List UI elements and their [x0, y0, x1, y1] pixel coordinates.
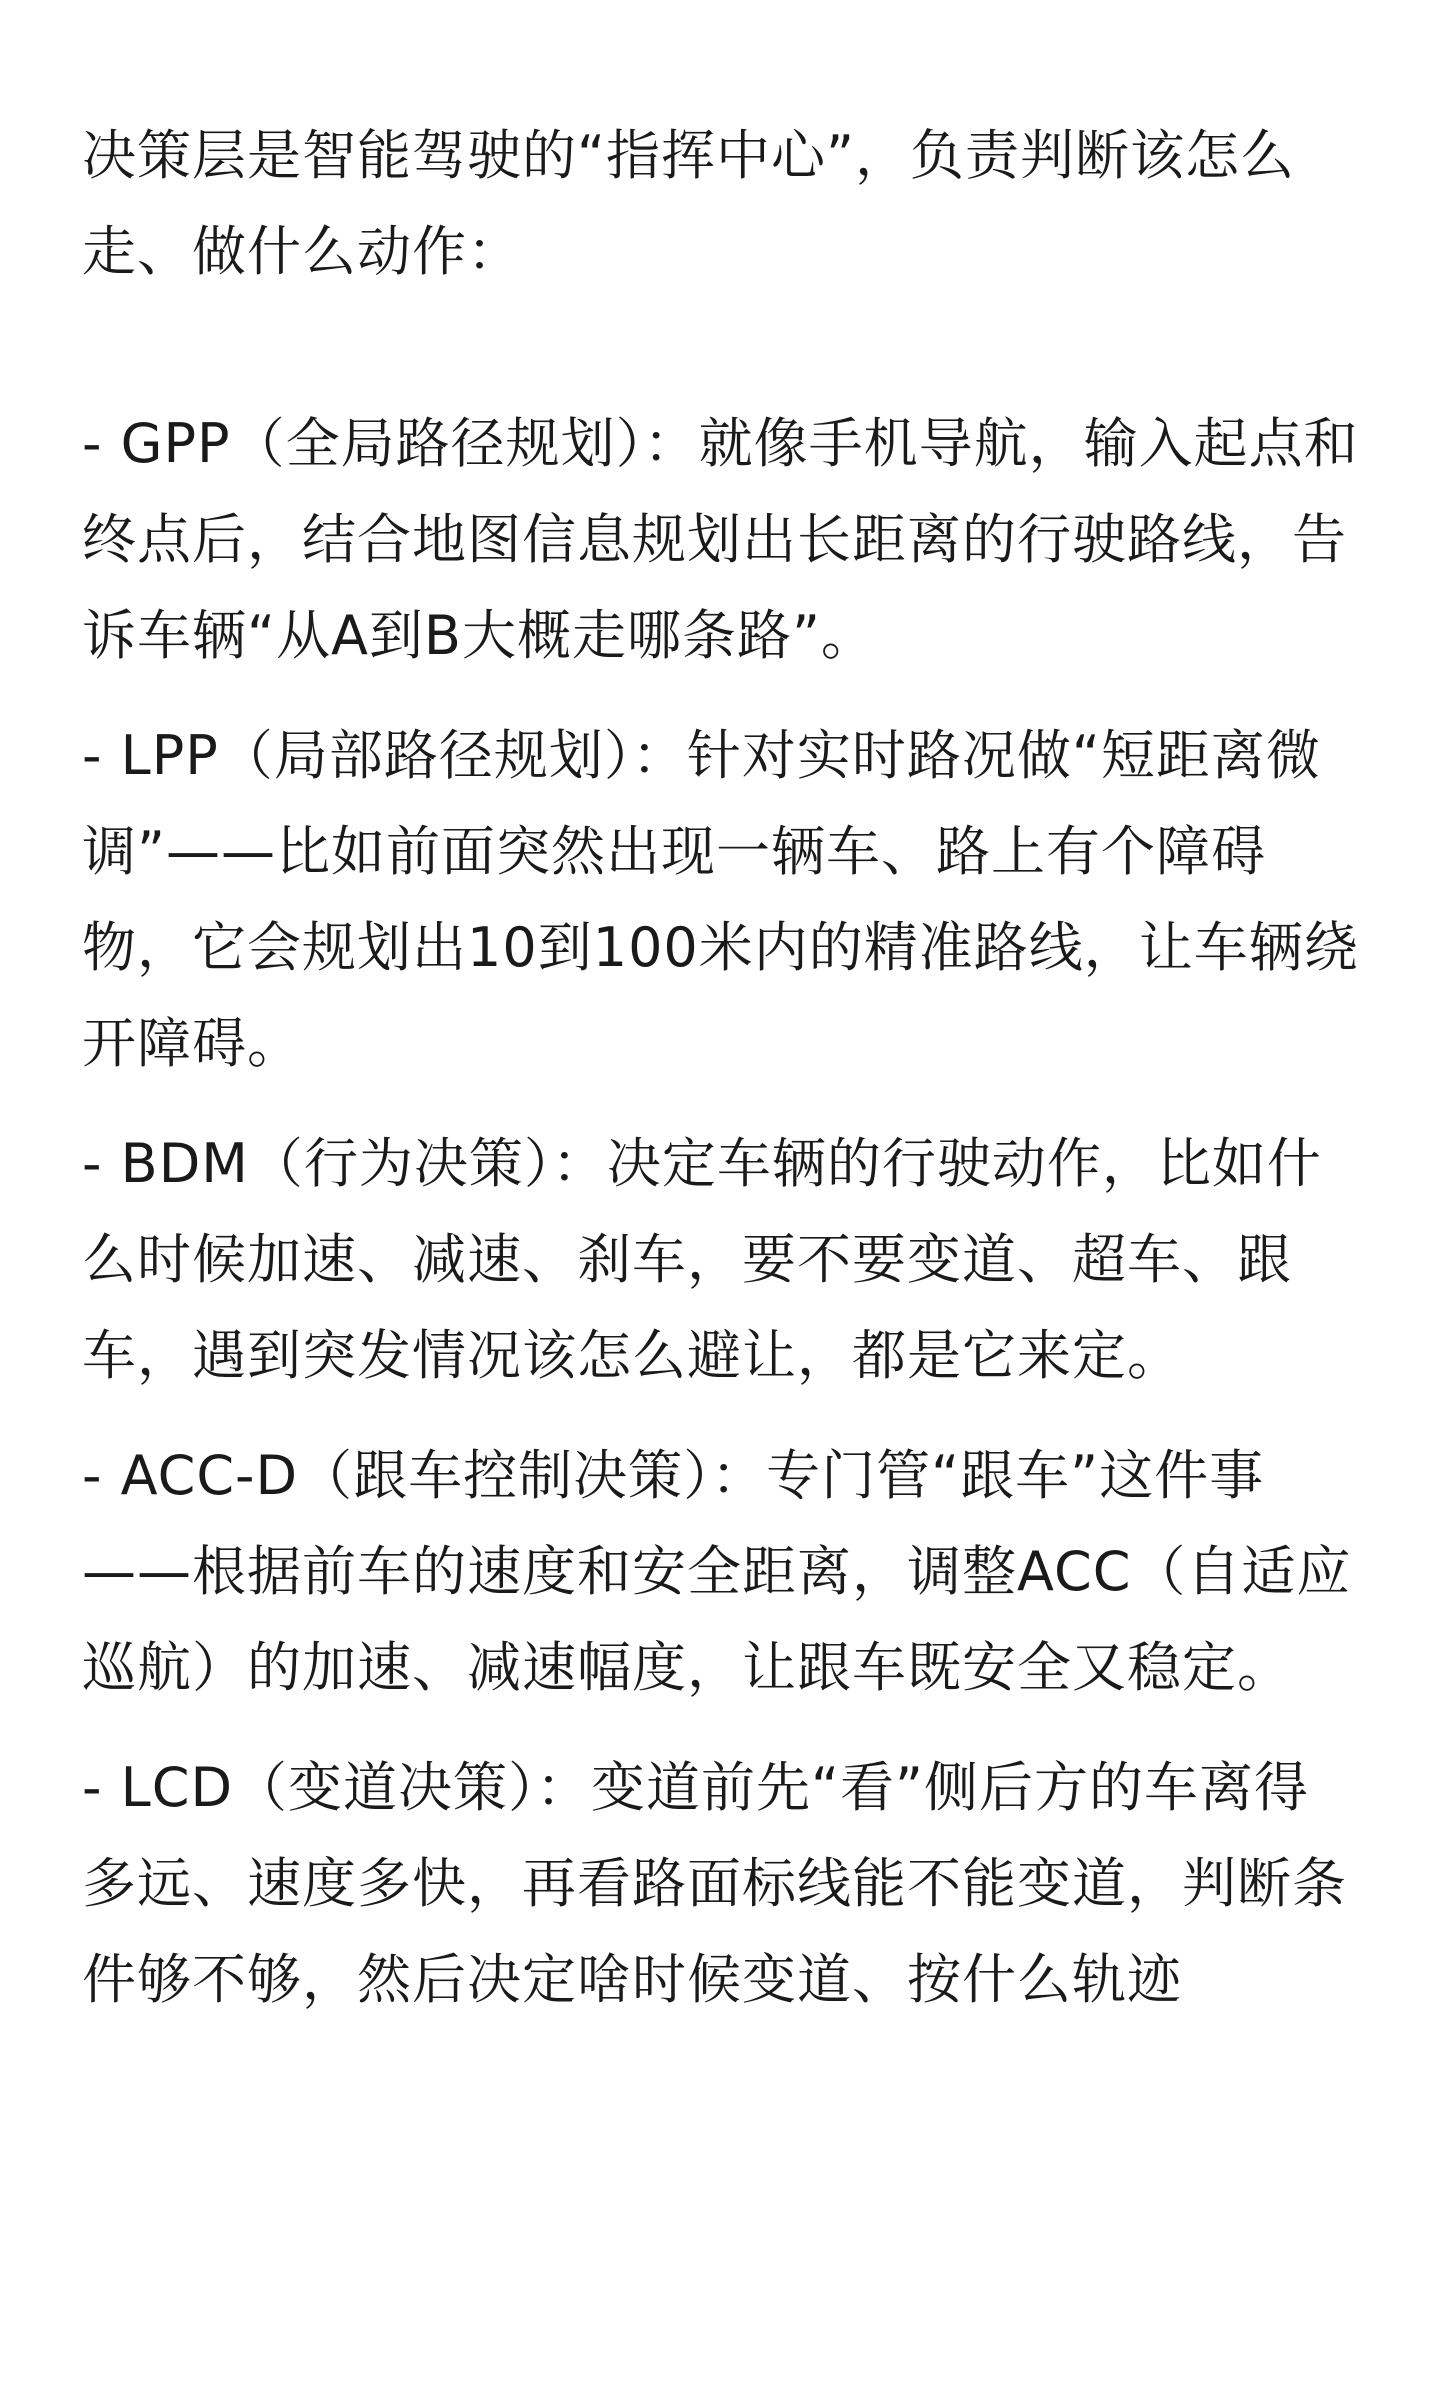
article-body: [82, 108, 1362, 2052]
item-lpp: - LPP（局部路径规划）：针对实时路况做“短距离微调”——比如前面突然出现一辆车、路上有个障碍物，它会规划出10到100米内的精准路线，让车辆绕开障碍。: [82, 724, 1359, 1075]
item-acc-d: - ACC-D（跟车控制决策）：专门管“跟车”这件事——根据前车的速度和安全距离，调整ACC（自适应巡航）的加速、减速幅度，让跟车既安全又稳定。: [82, 1444, 1352, 1699]
item-gpp: - GPP（全局路径规划）：就像手机导航，输入起点和终点后，结合地图信息规划出长距离的行驶路线，告诉车辆“从A到B大概走哪条路”。: [82, 412, 1359, 667]
item-bdm: - BDM（行为决策）：决定车辆的行驶动作，比如什么时候加速、减速、刹车，要不要变道、超车、跟车，遇到突发情况该怎么避让，都是它来定。: [82, 1132, 1322, 1387]
intro-paragraph: 决策层是智能驾驶的“指挥中心”，负责判断该怎么走、做什么动作：: [82, 124, 1295, 283]
item-lcd: - LCD（变道决策）：变道前先“看”侧后方的车离得多远、速度多快，再看路面标线能不能变道，判断条件够不够，然后决定啥时候变道、按什么轨迹: [82, 1756, 1347, 2011]
